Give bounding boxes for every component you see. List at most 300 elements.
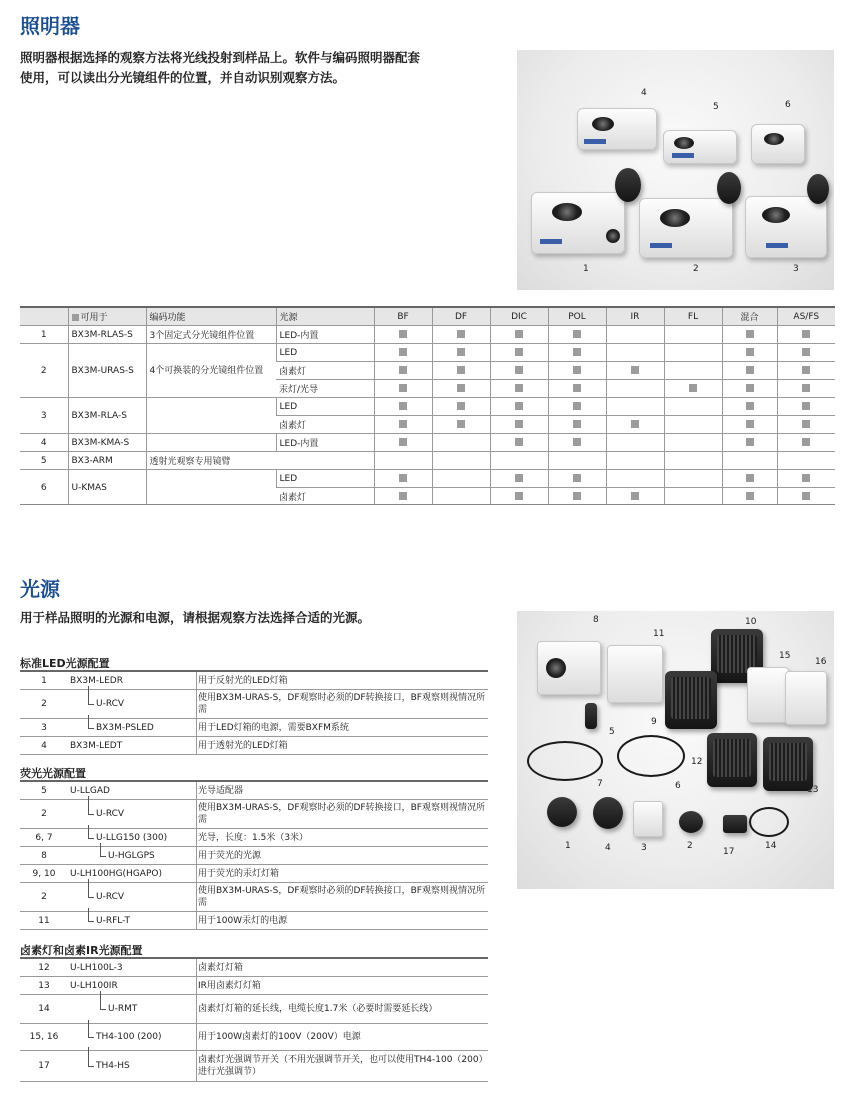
tree-connector: [100, 1009, 106, 1010]
item-14-cable-image: [749, 807, 789, 837]
spec-cell: [432, 470, 490, 488]
gray-square-icon: [515, 474, 523, 482]
gray-square-icon: [802, 348, 810, 356]
spec-cell: [664, 434, 722, 452]
spec-cell: [548, 398, 606, 416]
photo-label-7: 7: [597, 779, 603, 789]
column-divider: [196, 1024, 197, 1050]
item-no: 11: [38, 915, 50, 926]
item-description: IR用卤素灯灯箱: [198, 980, 261, 991]
tree-connector: [88, 715, 89, 728]
item-model: U-RFL-T: [96, 915, 131, 926]
spec-cell: [374, 380, 432, 398]
photo-label-15: 15: [779, 651, 791, 661]
spec-cell: [374, 362, 432, 380]
spec-row-model: BX3M-KMA-S: [68, 434, 146, 452]
gray-square-icon: [573, 366, 581, 374]
spec-cell: [490, 470, 548, 488]
item-no: 2: [41, 699, 47, 709]
gray-square-icon: [746, 330, 754, 338]
gray-square-icon: [631, 366, 639, 374]
gray-square-icon: [802, 420, 810, 428]
spec-cell: [548, 362, 606, 380]
item-no: 9, 10: [32, 868, 56, 879]
spec-cell: [606, 488, 664, 506]
spec-cell: [606, 416, 664, 434]
item-17-image: [723, 815, 747, 833]
gray-square-icon: [631, 420, 639, 428]
gray-square-icon: [399, 420, 407, 428]
spec-cell: [722, 326, 777, 344]
spec-cell: [606, 362, 664, 380]
item-model: U-LH100L-3: [70, 962, 123, 973]
section-title-illuminator: 照明器: [20, 14, 80, 38]
tree-connector: [88, 1020, 89, 1037]
spec-cell: [664, 398, 722, 416]
column-divider: [196, 672, 197, 689]
column-divider: [196, 1051, 197, 1081]
spec-row-model: BX3-ARM: [68, 452, 146, 470]
spec-cell: [664, 416, 722, 434]
gray-square-icon: [457, 384, 465, 392]
tree-connector: [100, 856, 106, 857]
spec-cell: [432, 434, 490, 452]
illuminator-3-port: [807, 174, 829, 204]
photo-label-12: 12: [691, 757, 703, 767]
spec-cell: [777, 326, 835, 344]
spec-cell: [548, 344, 606, 362]
tree-connector: [88, 838, 94, 839]
table-header-row: [20, 308, 835, 326]
spec-cell: [722, 470, 777, 488]
tree-connector: [88, 908, 89, 921]
item-15-image: [747, 667, 789, 723]
spec-cell: [432, 344, 490, 362]
column-divider: [196, 959, 197, 976]
spec-cell: [374, 470, 432, 488]
list-item: [20, 672, 488, 690]
gray-square-icon: [802, 402, 810, 410]
column-divider: [196, 883, 197, 911]
column-divider: [196, 847, 197, 864]
item-description: 卤素灯灯箱: [198, 962, 244, 973]
gray-square-icon: [746, 366, 754, 374]
spec-cell: [722, 434, 777, 452]
item-4-image: [593, 797, 623, 829]
spec-row: [20, 344, 835, 362]
gray-square-icon: [802, 438, 810, 446]
gray-square-icon: [457, 420, 465, 428]
photo-label-16: 16: [815, 657, 827, 667]
item-description: 用于100W汞灯的电源: [198, 915, 288, 926]
item-2-image: [679, 811, 703, 833]
gray-square-icon: [399, 348, 407, 356]
intro-line-1: 照明器根据选择的观察方法将光线投射到样品上。软件与编码照明器配套: [20, 50, 421, 65]
spec-cell: [374, 488, 432, 506]
spec-cell: [432, 326, 490, 344]
item-model: U-LH100IR: [70, 980, 118, 991]
light-source-intro: 用于样品照明的光源和电源，请根据观察方法选择合适的光源。: [20, 610, 371, 625]
tree-connector: [88, 825, 89, 838]
item-model: BX3M-PSLED: [96, 722, 154, 733]
gray-square-icon: [399, 474, 407, 482]
group-table: [20, 780, 488, 930]
photo-label-3: 3: [793, 264, 799, 274]
gray-square-icon: [399, 330, 407, 338]
spec-cell: [374, 326, 432, 344]
list-item: [20, 1051, 488, 1082]
spec-row-light: 汞灯/光导: [279, 385, 319, 395]
column-divider: [196, 912, 197, 929]
illuminator-6-image: [751, 124, 805, 164]
item-description: 使用BX3M-URAS-S，DF观察时必须的DF转换接口，BF观察则视情况所需: [198, 886, 485, 908]
gray-square-icon: [746, 438, 754, 446]
spec-cell: [664, 362, 722, 380]
list-item: [20, 690, 488, 719]
spec-row-coding: [146, 398, 276, 434]
list-item: [20, 719, 488, 737]
gray-square-icon: [631, 492, 639, 500]
tree-connector: [100, 991, 101, 1009]
list-item: [20, 977, 488, 995]
list-item: [20, 1024, 488, 1051]
gray-square-icon: [573, 402, 581, 410]
gray-square-icon: [515, 348, 523, 356]
spec-cell: [548, 326, 606, 344]
spec-row-light: 卤素灯: [279, 367, 307, 377]
group-table: [20, 957, 488, 1082]
item-no: 2: [41, 892, 47, 902]
list-item: [20, 847, 488, 865]
light-source-photo: [517, 611, 834, 889]
gray-square-icon: [399, 492, 407, 500]
gray-square-icon: [515, 366, 523, 374]
gray-square-icon: [573, 438, 581, 446]
item-13-image: [763, 737, 813, 791]
photo-label-2: 2: [687, 841, 693, 851]
gray-square-icon: [457, 348, 465, 356]
column-divider: [196, 977, 197, 994]
col-df: DF: [432, 308, 490, 326]
spec-cell: [664, 344, 722, 362]
column-divider: [196, 719, 197, 736]
item-no: 14: [38, 1004, 50, 1014]
gray-square-icon: [802, 492, 810, 500]
photo-label-8: 8: [593, 615, 599, 625]
list-item: [20, 800, 488, 829]
spec-cell: [722, 344, 777, 362]
item-description: 卤素灯光强调节开关（不用光强调节开关，也可以使用TH4-100（200）进行光强调节）: [198, 1055, 484, 1077]
column-divider: [196, 995, 197, 1023]
col-pol: POL: [548, 308, 606, 326]
spec-cell: [606, 398, 664, 416]
item-1-image: [547, 797, 577, 827]
illuminator-2-image: [639, 198, 733, 258]
spec-cell: [374, 398, 432, 416]
gray-square-icon: [746, 420, 754, 428]
spec-cell: [606, 434, 664, 452]
item-model: U-RCV: [96, 809, 125, 819]
photo-label-6: 6: [675, 781, 681, 791]
tree-connector: [88, 879, 89, 897]
spec-cell: [432, 398, 490, 416]
group-title: 卤素灯和卤素IR光源配置: [20, 944, 143, 957]
spec-cell: [548, 416, 606, 434]
spec-cell: [664, 470, 722, 488]
gray-square-icon: [573, 348, 581, 356]
gray-square-icon: [515, 402, 523, 410]
spec-cell: [490, 452, 548, 470]
illuminator-2-port: [717, 172, 741, 204]
gray-square-icon: [746, 402, 754, 410]
item-model: U-LLGAD: [70, 785, 110, 796]
spec-row: [20, 434, 835, 452]
spec-cell: [777, 398, 835, 416]
spec-row-no: 2: [20, 344, 68, 398]
spec-row-model: U-KMAS: [68, 470, 146, 506]
spec-cell: [432, 416, 490, 434]
item-6-cable-image: [617, 735, 685, 777]
illuminator-4-image: [577, 108, 657, 150]
item-12-image: [707, 733, 757, 787]
item-description: 用于透射光的LED灯箱: [198, 740, 288, 751]
photo-label-9: 9: [651, 717, 657, 727]
photo-label-2: 2: [693, 264, 699, 274]
gray-square-icon: [515, 420, 523, 428]
item-description: 光导适配器: [198, 785, 244, 796]
spec-cell: [606, 344, 664, 362]
gray-square-icon: [515, 330, 523, 338]
list-item: [20, 829, 488, 847]
gray-square-icon: [746, 384, 754, 392]
gray-square-icon: [457, 402, 465, 410]
tree-connector: [88, 1037, 94, 1038]
item-model: TH4-100 (200): [96, 1032, 162, 1042]
tree-connector: [88, 1066, 94, 1067]
gray-square-icon: [802, 384, 810, 392]
item-no: 3: [41, 722, 47, 733]
item-7-cable-image: [527, 741, 603, 781]
gray-square-icon: [573, 384, 581, 392]
item-5-image: [585, 703, 597, 729]
group-table: [20, 670, 488, 755]
spec-cell: [722, 362, 777, 380]
spec-cell: [777, 488, 835, 506]
gray-square-icon: [746, 492, 754, 500]
gray-square-icon: [746, 474, 754, 482]
list-item: [20, 782, 488, 800]
column-divider: [196, 865, 197, 882]
photo-label-5: 5: [609, 727, 615, 737]
item-description: 使用BX3M-URAS-S，DF观察时必须的DF转换接口，BF观察则视情况所需: [198, 693, 485, 715]
spec-row-no: 6: [20, 470, 68, 506]
gray-square-icon: [457, 330, 465, 338]
list-item: [20, 912, 488, 930]
spec-cell: [777, 344, 835, 362]
photo-label-4: 4: [605, 843, 611, 853]
illuminator-photo: [517, 50, 834, 290]
spec-row-no: 3: [20, 398, 68, 434]
spec-row-coding: 3个固定式分光镜组件位置: [146, 326, 276, 344]
spec-cell: [432, 380, 490, 398]
illuminator-5-image: [663, 130, 737, 164]
item-model: U-HGLGPS: [108, 850, 155, 861]
item-16-image: [785, 671, 827, 725]
spec-row: [20, 326, 835, 344]
item-model: U-RCV: [96, 892, 125, 902]
list-item: [20, 865, 488, 883]
item-model: U-RMT: [108, 1004, 138, 1014]
spec-row-light: LED: [276, 470, 374, 488]
item-model: U-LH100HG(HGAPO): [70, 868, 162, 879]
col-mix: 混合: [722, 308, 777, 326]
tree-connector: [100, 843, 101, 856]
item-3-image: [633, 801, 663, 837]
col-dic: DIC: [490, 308, 548, 326]
gray-square-icon: [573, 492, 581, 500]
tree-connector: [88, 704, 94, 705]
photo-label-1: 1: [583, 264, 589, 274]
tree-connector: [88, 728, 94, 729]
gray-square-icon: [746, 348, 754, 356]
list-item: [20, 883, 488, 912]
spec-cell: [432, 488, 490, 506]
spec-cell: [490, 380, 548, 398]
item-no: 4: [41, 740, 47, 751]
illuminator-3-image: [745, 196, 827, 258]
spec-cell: [374, 344, 432, 362]
tree-connector: [88, 796, 89, 814]
gray-square-icon: [515, 384, 523, 392]
section-title-light-source: 光源: [20, 577, 60, 601]
spec-row-coding: [146, 470, 276, 506]
spec-row-light: LED-内置: [276, 326, 374, 344]
spec-cell: [664, 380, 722, 398]
item-no: 1: [41, 675, 47, 686]
item-description: 使用BX3M-URAS-S，DF观察时必须的DF转换接口，BF观察则视情况所需: [198, 803, 485, 825]
photo-label-17: 17: [723, 847, 735, 857]
gray-square-icon: [802, 330, 810, 338]
spec-row-light: LED: [276, 344, 374, 362]
item-model: BX3M-LEDT: [70, 740, 123, 751]
spec-row-light: 卤素灯: [279, 493, 307, 503]
spec-cell: [490, 362, 548, 380]
spec-cell: [548, 470, 606, 488]
spec-cell: [606, 326, 664, 344]
spec-row-no: 4: [20, 434, 68, 452]
spec-row-model: BX3M-URAS-S: [68, 344, 146, 398]
item-9-image: [665, 671, 717, 729]
column-divider: [196, 782, 197, 799]
spec-cell: [777, 380, 835, 398]
gray-square-icon: [515, 492, 523, 500]
item-description: 用于反射光的LED灯箱: [198, 675, 288, 686]
item-no: 15, 16: [29, 1032, 59, 1042]
item-model: U-LLG150 (300): [96, 832, 168, 843]
spec-row-light: 卤素灯: [279, 421, 307, 431]
item-description: 卤素灯灯箱的延长线，电缆长度1.7米（必要时需要延长线）: [198, 1004, 438, 1014]
spec-cell: [664, 452, 722, 470]
column-divider: [196, 829, 197, 846]
spec-cell: [777, 434, 835, 452]
gray-square-icon: [457, 366, 465, 374]
item-description: 用于LED灯箱的电源，需要BXFM系统: [198, 722, 349, 733]
spec-cell: [490, 344, 548, 362]
spec-row: [20, 398, 835, 416]
illuminator-1-port: [615, 168, 641, 202]
spec-row-coding: 4个可换装的分光镜组件位置: [146, 344, 276, 398]
spec-cell: [664, 488, 722, 506]
table-bottom-rule: [20, 504, 835, 505]
photo-label-3: 3: [641, 843, 647, 853]
item-no: 2: [41, 809, 47, 819]
column-divider: [196, 690, 197, 718]
spec-row-coding: 透射光观察专用镜臂: [146, 452, 374, 470]
group-title: 荧光光源配置: [20, 767, 86, 780]
col-bf: BF: [374, 308, 432, 326]
spec-cell: [664, 326, 722, 344]
spec-row-light: LED-内置: [276, 434, 374, 452]
spec-row-model: BX3M-RLAS-S: [68, 326, 146, 344]
spec-cell: [432, 452, 490, 470]
spec-cell: [374, 452, 432, 470]
col-ir: IR: [606, 308, 664, 326]
item-no: 13: [38, 980, 50, 991]
photo-label-11: 11: [653, 629, 665, 639]
spec-row-no: 1: [20, 326, 68, 344]
spec-cell: [606, 452, 664, 470]
illuminator-1-image: [531, 192, 625, 254]
intro-line-2: 使用，可以读出分光镜组件的位置，并自动识别观察方法。: [20, 70, 346, 85]
item-description: 用于荧光的汞灯灯箱: [198, 868, 280, 879]
tree-connector: [88, 897, 94, 898]
spec-row: [20, 452, 835, 470]
spec-cell: [777, 452, 835, 470]
gray-square-icon: [573, 474, 581, 482]
photo-label-14: 14: [765, 841, 777, 851]
spec-cell: [548, 380, 606, 398]
spec-cell: [777, 362, 835, 380]
photo-label-4: 4: [641, 88, 647, 98]
list-item: [20, 995, 488, 1024]
spec-cell: [606, 380, 664, 398]
col-asfs: AS/FS: [777, 308, 835, 326]
spec-cell: [777, 416, 835, 434]
gray-square-icon: [573, 420, 581, 428]
gray-square-icon: [399, 384, 407, 392]
gray-square-icon: [689, 384, 697, 392]
spec-cell: [490, 434, 548, 452]
item-model: TH4-HS: [96, 1061, 130, 1071]
tree-connector: [88, 814, 94, 815]
illuminator-spec-table: [20, 308, 835, 505]
spec-cell: [490, 398, 548, 416]
spec-cell: [548, 452, 606, 470]
photo-label-13: 13: [807, 785, 819, 795]
tree-connector: [88, 686, 89, 704]
spec-cell: [432, 362, 490, 380]
spec-cell: [722, 488, 777, 506]
column-divider: [196, 737, 197, 754]
gray-square-icon: [802, 474, 810, 482]
item-no: 8: [41, 850, 47, 861]
item-8-image: [537, 641, 601, 695]
item-description: 光导，长度：1.5米（3米）: [198, 832, 309, 843]
item-no: 12: [38, 962, 50, 973]
gray-square-icon: [802, 366, 810, 374]
spec-cell: [722, 380, 777, 398]
spec-cell: [374, 416, 432, 434]
